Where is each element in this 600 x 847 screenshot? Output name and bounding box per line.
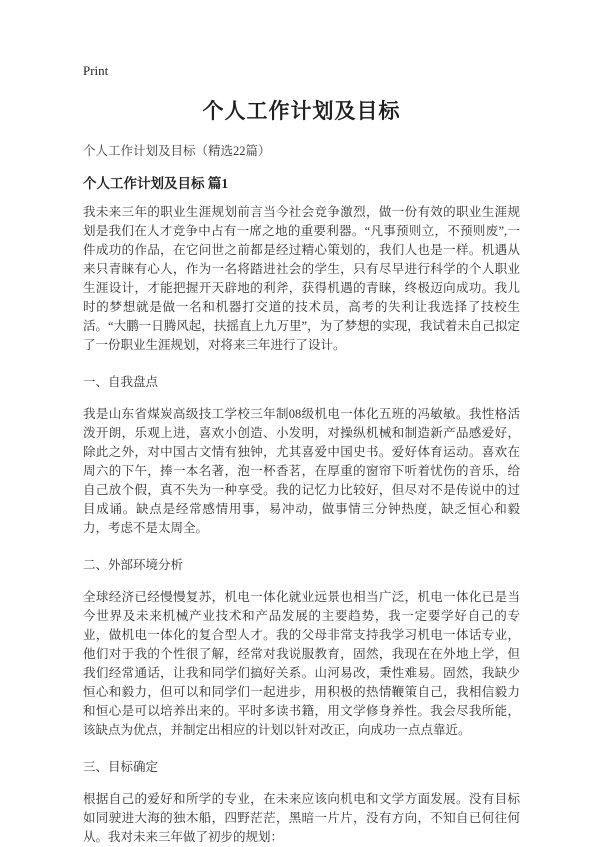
- print-link[interactable]: Print: [83, 63, 109, 78]
- page-title: 个人工作计划及目标: [202, 99, 401, 123]
- section-heading-environment-analysis: 二、外部环境分析: [83, 558, 184, 572]
- section-paragraph-goal-setting: 根据自己的爱好和所学的专业，在未来应该向机电和文学方面发展。没有目标如同驶进大海的独木船，四野茫茫，黑暗一片片，没有方向，不知自已何往何从。我对未来三年做了初步的规划：: [83, 792, 520, 844]
- section-heading-self-review: 一、自我盘点: [83, 375, 159, 389]
- section-heading-goal-setting: 三、目标确定: [83, 760, 159, 774]
- section-paragraph-environment-analysis: 全球经济已经慢慢复苏，机电一体化就业远景也相当广泛，机电一体化已是当今世界及未来机械产业技术和产品发展的主要趋势，我一定要学好自己的专业，做机电一体化的复合型人才。我的父母非常支持我学习机电一体话专业，他们对于我的个性很了解，经常对我说服教育，固然，我现在在外地上学，但我们经常通话，让我和同学们搞好关系。山河易改，秉性难易。固然，我缺少恒心和毅力，但可以和同学们一起进步，用积极的热情鞭策自己，我相信毅力和恒心是可以培养出来的。平时多读书籍，用文学修身养性。我会尽我所能，该缺点为优点，并制定出相应的计划以针对改正，向成功一点点靠近。: [83, 590, 520, 737]
- article-heading: 个人工作计划及目标 篇1: [83, 176, 229, 191]
- intro-paragraph: 我未来三年的职业生涯规划前言当今社会竞争激烈，做一份有效的职业生涯规划是我们在人才竞争中占有一席之地的重要利器。“凡事预则立，不预则废”,一件成功的作品，在它问世之前都是经过精心策划的，我们人也是一样。机遇从来只青睐有心人，作为一名将踏进社会的学生，只有尽早进行科学的个人职业生涯设计，才能把握开天辟地的利斧，获得机遇的青睐，终极迈向成功。我儿时的梦想就是做一名和机器打交道的技术员，高考的失利让我选择了技校生活。“大鹏一日腾风起，扶摇直上九万里”，为了梦想的实现，我试着未自己拟定了一份职业生涯规划，对将来三年进行了设计。: [83, 205, 520, 352]
- doc-subtitle: 个人工作计划及目标（精选22篇）: [83, 144, 271, 158]
- section-paragraph-self-review: 我是山东省煤炭高级技工学校三年制08级机电一体化五班的冯敏敏。我性格活泼开朗，乐观上进，喜欢小创造、小发明，对操纵机械和制造新产品感爱好，除此之外，对中国古文情有独钟，尤其喜爱中国史书。爱好体育运动。喜欢在周六的下午，捧一本名著，泡一杯香茗，在厚重的窗帘下听着忧伤的音乐，给自己放个假，真不失为一种享受。我的记忆力比较好，但尽对不是传说中的过目成诵。缺点是经常感情用事，易冲动，做事情三分钟热度，缺乏恒心和毅力，考虑不是太周全。: [83, 407, 520, 535]
